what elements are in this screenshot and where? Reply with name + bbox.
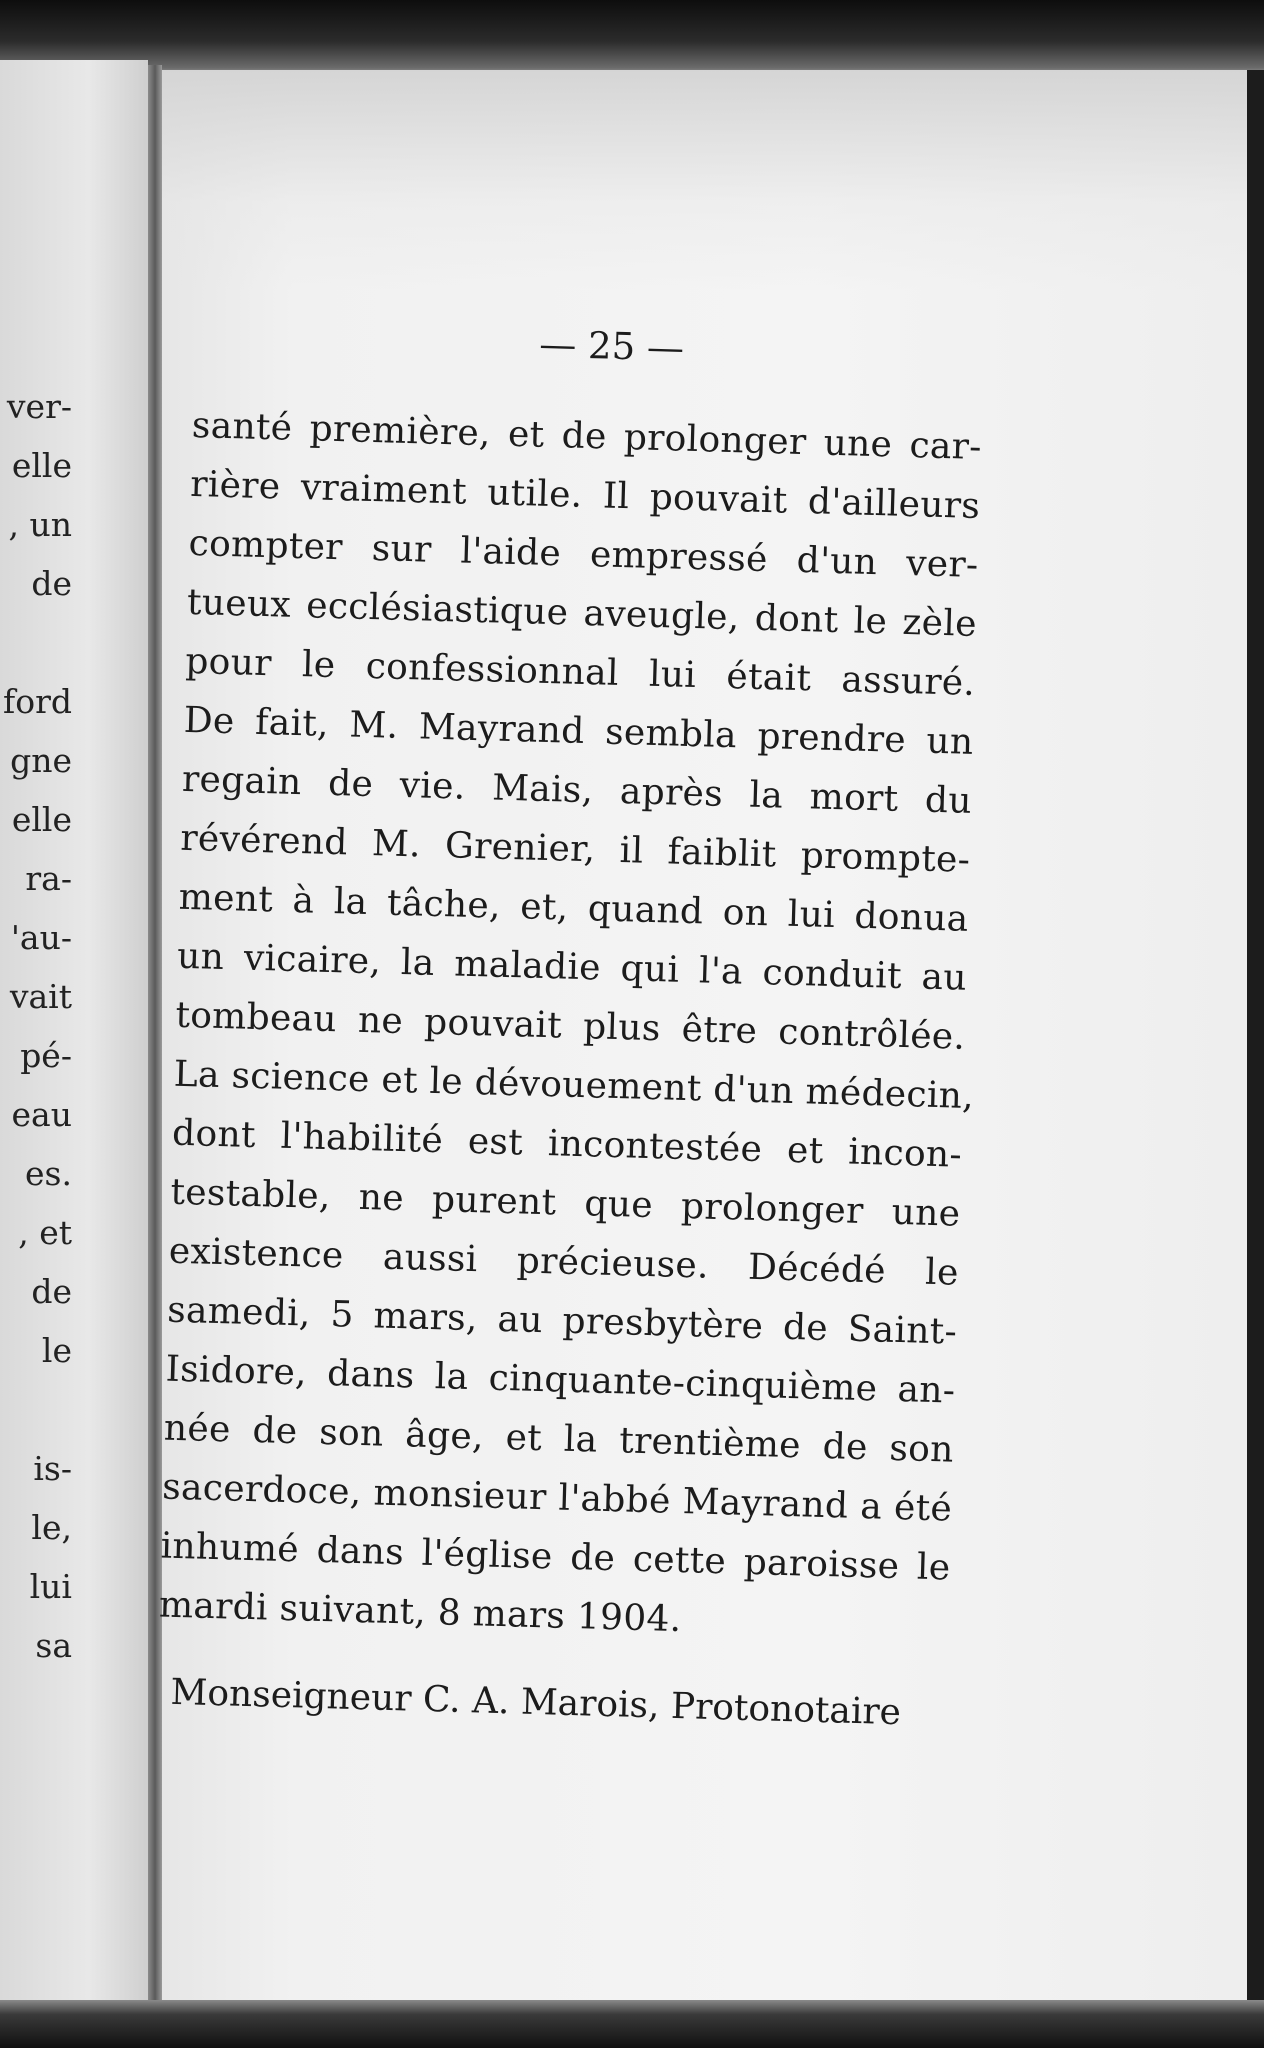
body-line: ment à la tâche, et, quand on lui donua — [178, 876, 970, 940]
left-page-fragment: pé- — [20, 1036, 72, 1075]
left-page-fragment: es. — [25, 1154, 72, 1193]
body-line: inhumé dans l'église de cette paroisse le — [160, 1525, 951, 1589]
left-page-fragment: ra- — [25, 859, 72, 898]
left-page-fragment: , et — [18, 1213, 72, 1252]
body-line: révérend M. Grenier, il faiblit prompte- — [179, 817, 971, 881]
page-top-shading — [162, 70, 1247, 290]
body-line: tueux ecclésiastique aveugle, dont le zèle — [186, 581, 978, 645]
body-line: compter sur l'aide empressé d'un ver- — [188, 522, 979, 586]
left-page-fragment: vait — [9, 977, 72, 1016]
signature: Monseigneur C. A. Marois, Protonotaire — [170, 1671, 902, 1734]
left-page-fragment: sa — [35, 1626, 72, 1665]
left-page-fragment: , un — [8, 505, 72, 544]
left-page-fragment: ver- — [6, 387, 72, 426]
body-line: sacerdoce, monsieur l'abbé Mayrand a été — [161, 1466, 953, 1530]
left-page-fragment: le — [41, 1331, 72, 1370]
page-number: — 25 — — [538, 322, 685, 370]
body-line: La science et le dévouement d'un médecin, — [173, 1053, 975, 1118]
body-line: un vicaire, la maladie qui l'a conduit au — [176, 935, 968, 999]
body-line: existence aussi précieuse. Décédé le — [168, 1230, 960, 1294]
left-page-fragment: elle — [11, 446, 72, 485]
left-page-fragment: gne — [10, 741, 72, 780]
left-page-fragment: eau — [11, 1095, 72, 1134]
body-line: née de son âge, et la trentième de son — [163, 1407, 955, 1471]
body-line: tombeau ne pouvait plus être contrôlée. — [174, 994, 966, 1058]
bottom-film-edge — [0, 2000, 1264, 2048]
body-line: De fait, M. Mayrand sembla prendre un — [183, 699, 975, 763]
left-page-fragment: is- — [33, 1449, 72, 1488]
previous-page-edge — [0, 60, 148, 2010]
body-line: dont l'habilité est incontestée et incon- — [171, 1112, 963, 1176]
body-line: testable, ne purent que prolonger une — [170, 1171, 961, 1235]
left-page-fragment: ford — [3, 682, 72, 721]
body-line: Isidore, dans la cinquante-cinquième an- — [165, 1348, 956, 1412]
left-page-fragment: 'au- — [10, 918, 72, 957]
left-page-fragment: lui — [29, 1567, 72, 1606]
right-scan-edge — [1247, 70, 1264, 2005]
body-line: pour le confessionnal lui était assuré. — [184, 640, 976, 704]
body-line: samedi, 5 mars, au presbytère de Saint- — [166, 1289, 958, 1353]
page-text-column — [156, 318, 985, 1744]
left-page-fragment: le, — [31, 1508, 72, 1547]
body-line: rière vraiment utile. Il pouvait d'ailleurs — [189, 463, 981, 527]
left-page-fragment: elle — [11, 800, 72, 839]
top-film-edge — [0, 0, 1264, 75]
body-line: santé première, et de prolonger une car- — [191, 404, 983, 469]
left-page-fragment: de — [31, 564, 72, 603]
body-line: regain de vie. Mais, après la mort du — [181, 758, 973, 822]
left-page-fragment: de — [31, 1272, 72, 1311]
body-line-final: mardi suivant, 8 mars 1904. — [158, 1584, 682, 1641]
